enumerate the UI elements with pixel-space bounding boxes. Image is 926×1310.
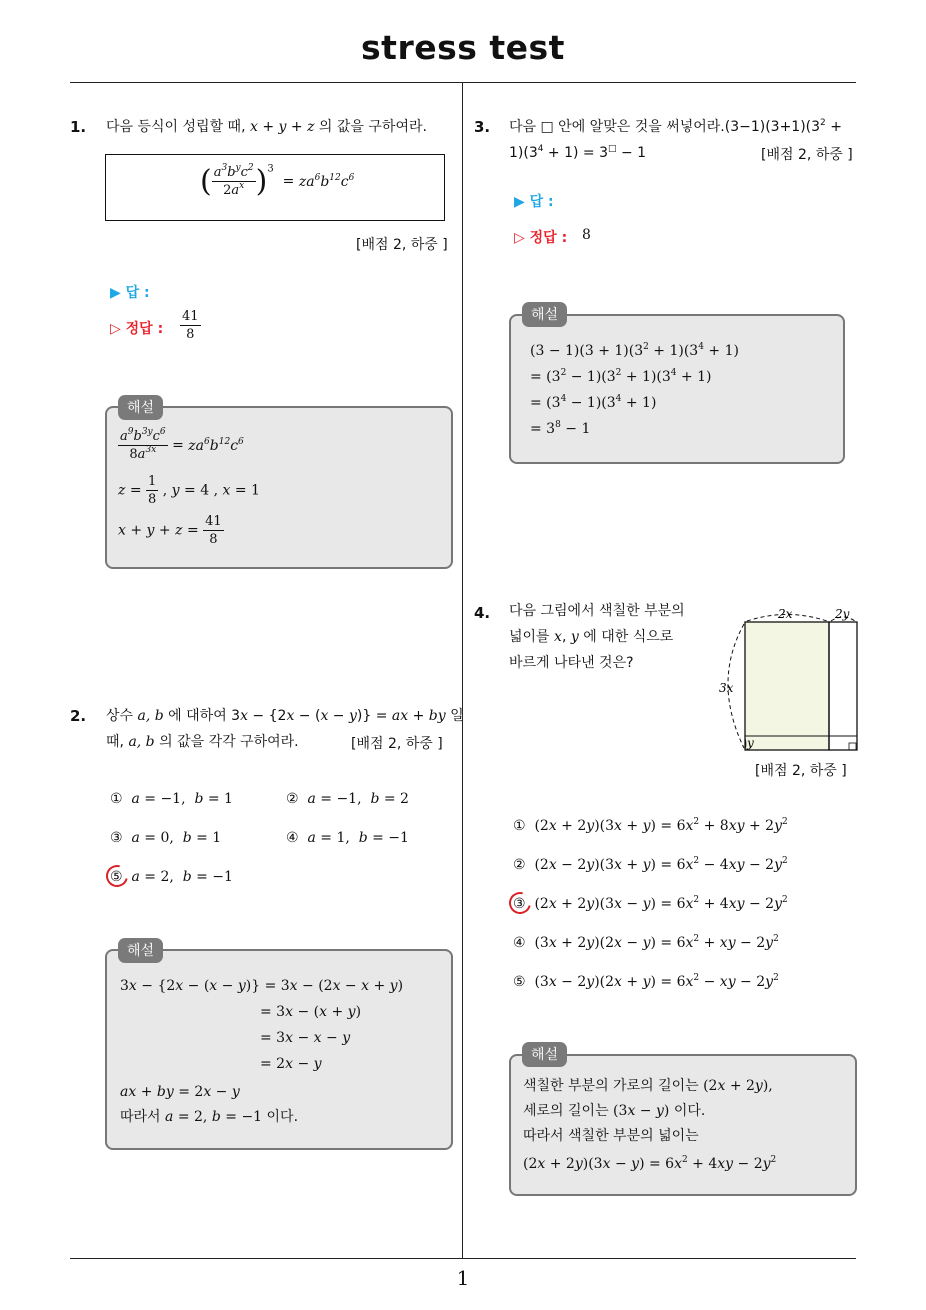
q3-solution-line-4: = $3^8 - 1$ — [530, 420, 591, 437]
q4-figure — [714, 604, 864, 756]
q4-label-left: 3x — [719, 681, 734, 695]
q4-right-angle-mark — [849, 743, 856, 750]
q4-label-top-right: 2y — [835, 607, 850, 621]
q3-solution-line-1: $(3 - 1)(3 + 1)(3^2 + 1)(3^4 + 1)$ — [530, 342, 739, 359]
q4-label-top-left: 2x — [778, 607, 793, 621]
q1-answer-label: ▶ 답 : — [110, 285, 150, 301]
q1-solution-line-1: $\frac{a^9b^{3y}c^6}{8a^{3x}}$ = $za^6b^{12}c^6$ — [120, 427, 244, 462]
page-title: stress test — [361, 28, 565, 67]
q2-solution-line-6: 따라서 a = 2, b = −1 이다. — [120, 1109, 299, 1125]
q4-shaded-region — [745, 622, 829, 750]
q2-solution-line-4: = 2x − y — [260, 1056, 322, 1072]
q2-option-4[interactable]: ④ a = 1, b = −1 — [286, 830, 409, 846]
q3-text-line-2: $1)(3^4 + 1) = 3^□ - 1$ — [509, 144, 647, 161]
q2-solution-tag: 해설 — [118, 938, 163, 963]
q4-number: 4. — [474, 604, 491, 622]
q3-text-line-1: 다음 □ 안에 알맞은 것을 써넣어라$.(3-1)(3+1)(3^2$ + — [509, 118, 842, 135]
q4-option-2[interactable]: ② $(2x - 2y)(3x + y) = 6x^2 - 4xy - 2y^2$ — [513, 856, 788, 873]
column-divider — [462, 82, 463, 1258]
q3-correct-label: ▷ 정답 : — [514, 230, 568, 246]
q4-option-1[interactable]: ① $(2x + 2y)(3x + y) = 6x^2 + 8xy + 2y^2$ — [513, 817, 788, 834]
q3-number: 3. — [474, 118, 491, 136]
q2-score: [배점 2, 하중 ] — [351, 736, 443, 752]
q2-solution-line-5: ax + by = 2x − y — [120, 1084, 240, 1100]
q1-solution-line-3: x + y + z = $\frac{41}{8}$ — [118, 514, 222, 547]
q2-solution-line-3: = 3x − x − y — [260, 1030, 351, 1046]
q2-solution-line-2: = 3x − (x + y) — [260, 1004, 362, 1020]
footer-rule — [70, 1258, 856, 1259]
q2-text-line-1: 상수 a, b 에 대하여 3x − {2x − (x − y)} = ax + by 일 — [106, 708, 464, 724]
q2-text-line-2: 때, a, b 의 값을 각각 구하여라. — [106, 734, 299, 750]
q4-solution-line-3: 따라서 색칠한 부분의 넓이는 — [523, 1128, 699, 1144]
q4-selected-mark — [505, 888, 535, 918]
q4-label-bottom: y — [747, 736, 754, 750]
q3-solution-line-3: = $(3^4 - 1)(3^4 + 1)$ — [530, 394, 657, 411]
q2-option-5[interactable]: ⑤ a = 2, b = −1 — [110, 869, 233, 885]
q3-answer-label: ▶ 답 : — [514, 194, 554, 210]
q3-solution-line-2: = $(3^2 - 1)(3^2 + 1)(3^4 + 1)$ — [530, 368, 712, 385]
q4-option-3[interactable]: ③ $(2x + 2y)(3x - y) = 6x^2 + 4xy - 2y^2$ — [513, 895, 788, 912]
q4-solution-line-1: 색칠한 부분의 가로의 길이는 (2x + 2y), — [523, 1078, 773, 1094]
q3-score: [배점 2, 하중 ] — [761, 147, 853, 163]
q1-correct-label: ▷ 정답 : — [110, 321, 164, 337]
q2-number: 2. — [70, 707, 87, 725]
q1-score: [배점 2, 하중 ] — [356, 237, 448, 253]
q2-option-2[interactable]: ② a = −1, b = 2 — [286, 791, 409, 807]
q1-equation: ( $\frac{a^3b^yc^2}{2a^x}$ )$^3 = za^6b^{12}c^6$ — [200, 163, 355, 199]
q4-option-4[interactable]: ④ $(3x + 2y)(2x - y) = 6x^2$ + xy − $2y^2$ — [513, 934, 779, 951]
q1-number: 1. — [70, 118, 87, 136]
q4-right-strip — [829, 622, 857, 750]
q3-solution-tag: 해설 — [522, 302, 567, 327]
q4-text-line-2: 넓이를 x, y 에 대한 식으로 — [509, 629, 674, 645]
q4-score: [배점 2, 하중 ] — [755, 763, 847, 779]
q1-solution-line-2: z = $\frac{1}{8}$ , y = 4 , x = 1 — [118, 474, 260, 507]
q1-text: 다음 등식이 성립할 때, x + y + z 의 값을 구하여라. — [106, 119, 427, 135]
header-rule — [70, 82, 856, 83]
q2-option-3[interactable]: ③ a = 0, b = 1 — [110, 830, 222, 846]
q1-correct-value: $\frac{41}{8}$ — [182, 309, 199, 342]
q4-solution-line-4: $(2x + 2y)(3x - y) = 6x^2 + 4xy - 2y^2$ — [523, 1155, 777, 1172]
q2-option-1[interactable]: ① a = −1, b = 1 — [110, 791, 233, 807]
q4-text-line-1: 다음 그림에서 색칠한 부분의 — [509, 603, 685, 619]
q4-option-5[interactable]: ⑤ $(3x - 2y)(2x + y) = 6x^2$ − xy − $2y^2$ — [513, 973, 779, 990]
q4-solution-line-2: 세로의 길이는 (3x − y) 이다. — [523, 1103, 706, 1119]
q1-solution-tag: 해설 — [118, 395, 163, 420]
q2-selected-mark — [102, 861, 132, 891]
page-number: 1 — [456, 1266, 470, 1290]
q4-solution-tag: 해설 — [522, 1042, 567, 1067]
q4-text-line-3: 바르게 나타낸 것은? — [509, 655, 634, 671]
q2-solution-line-1: 3x − {2x − (x − y)} = 3x − (2x − x + y) — [120, 978, 404, 994]
q3-correct-value: 8 — [582, 227, 591, 243]
